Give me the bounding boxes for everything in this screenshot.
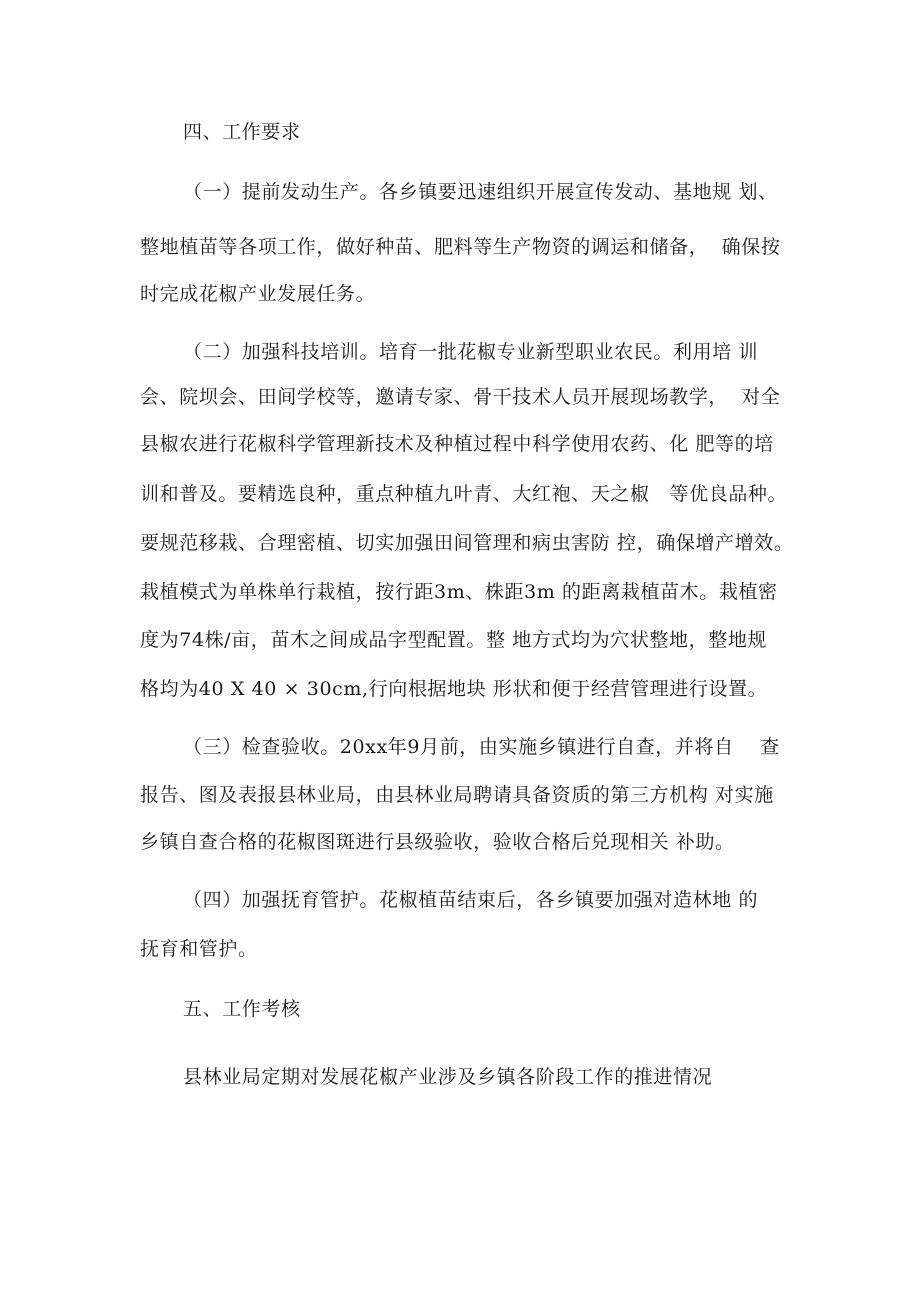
paragraph-line: 训和普及。要精选良种，重点种植九叶青、大红袍、天之椒 等优良品种。 [140,483,788,505]
paragraph-line: 栽植模式为单株单行栽植，按行距3m、株距3m 的距离栽植苗木。栽植密 [140,581,778,603]
paragraph-line: 格均为40 X 40 × 30cm,行向根据地块 形状和便于经营管理进行设置。 [140,678,768,700]
paragraph-line: 乡镇自查合格的花椒图斑进行县级验收，验收合格后兑现相关 补助。 [140,831,735,853]
section-heading-work-assessment: 五、工作考核 [183,998,301,1020]
paragraph-line: 会、院坝会、田间学校等，邀请专家、骨干技术人员开展现场教学， 对全 [140,386,781,408]
paragraph-line: （二）加强科技培训。培育一批花椒专业新型职业农民。利用培 训 [183,341,759,363]
paragraph-line: 县椒农进行花椒科学管理新技术及种植过程中科学使用农药、化 肥等的培 [140,433,774,455]
paragraph-line: （四）加强抚育管护。花椒植苗结束后，各乡镇要加强对造林地 的 [183,889,759,911]
paragraph-line: （三）检查验收。20xx年9月前，由实施乡镇进行自查，并将自 查 [183,736,780,758]
paragraph-line: 要规范移栽、合理密植、切实加强田间管理和病虫害防 控，确保增产增效。 [140,532,794,554]
paragraph-line: （一）提前发动生产。各乡镇要迅速组织开展宣传发动、基地规 划、 [183,181,778,203]
paragraph-line: 整地植苗等各项工作，做好种苗、肥料等生产物资的调运和储备， 确保按 [140,236,781,258]
paragraph-line: 时完成花椒产业发展任务。 [140,283,376,305]
section-heading-work-requirements: 四、工作要求 [183,121,301,143]
paragraph-line: 抚育和管护。 [140,938,258,960]
paragraph-line: 报告、图及表报县林业局，由县林业局聘请具备资质的第三方机构 对实施 [140,784,774,806]
paragraph-line: 县林业局定期对发展花椒产业涉及乡镇各阶段工作的推进情况 [183,1066,713,1088]
paragraph-line: 度为74株/亩，苗木之间成品字型配置。整 地方式均为穴状整地，整地规 [140,629,768,651]
